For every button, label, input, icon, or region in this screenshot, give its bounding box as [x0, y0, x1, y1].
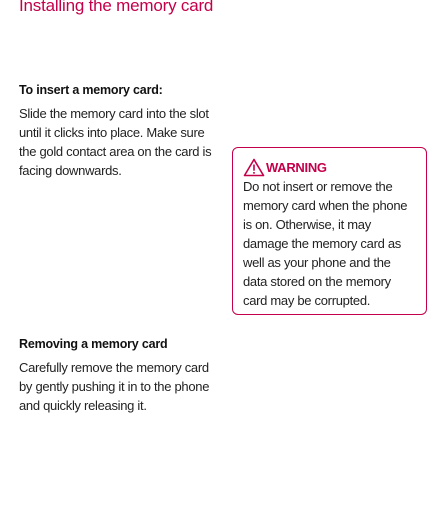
remove-card-section — [19, 337, 215, 415]
warning-header — [243, 157, 416, 177]
warning-box — [232, 147, 427, 315]
remove-card-instructions: Carefully remove the memory card by gently pushing it in to the phone and quickly releasing it. — [19, 360, 210, 413]
page-title: Installing the memory card — [19, 0, 214, 15]
warning-title: WARNING — [266, 159, 327, 175]
warning-text: Do not insert or remove the memory card when the phone is on. Otherwise, it may damage the memory card as well as your phone and the data stored on the memory card may be corrupted. — [243, 179, 408, 308]
insert-card-section — [19, 83, 215, 180]
insert-card-instructions: Slide the memory card into the slot until it clicks into place. Make sure the gold contact area on the card is facing downwards. — [19, 106, 212, 178]
warning-triangle-icon — [243, 158, 265, 177]
remove-card-heading: Removing a memory card — [19, 337, 168, 351]
insert-card-heading: To insert a memory card: — [19, 83, 163, 97]
